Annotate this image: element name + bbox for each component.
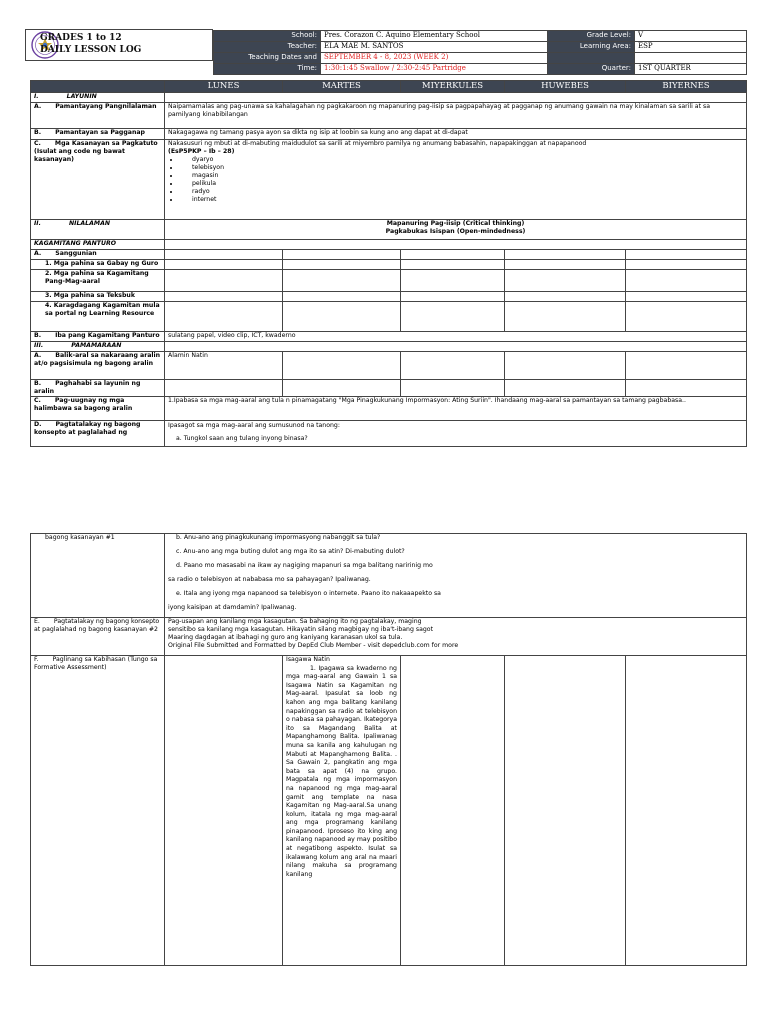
row-label: A. Balik-aral sa nakaraang aralin at/o pagsisimula ng bagong aralin xyxy=(31,352,165,380)
list-item: • pelikula xyxy=(180,180,743,188)
section-nilalaman: II. NILALAMAN xyxy=(31,220,165,240)
list-item: • telebisyon xyxy=(180,164,743,172)
grade-value: V xyxy=(635,31,747,42)
title-line-1: GRADES 1 to 12 xyxy=(40,33,122,43)
kasanayan-cell xyxy=(165,140,747,220)
dates-label: Teaching Dates and xyxy=(214,53,321,64)
row-label: E. Pagtatalakay ng bagong konsepto at paglalahad ng bagong kasanayan #2 xyxy=(31,618,165,656)
media-list xyxy=(168,156,743,204)
question-d-cont: sa radio o telebisyon at nababasa mo sa pahayagan? Ipaliwanag. xyxy=(168,576,371,583)
pagtatalakay-2-line: Pag-usapan ang kanilang mga kasagutan. Sa bahaging ito ng pagtalakay, maging xyxy=(168,618,422,625)
row-label: 4. Karagdagang Kagamitan mula sa portal ng Learning Resource xyxy=(31,302,165,332)
row-label: bagong kasanayan #1 xyxy=(31,534,165,618)
kasanayan-text: Nakasusuri ng mbuti at di-mabuting maidudulot sa sarili at miyembro pamilya ng anumang babasahin, napapakinggan at napapanood xyxy=(168,140,587,147)
grade-label: Grade Level: xyxy=(548,31,635,42)
row-label: A. Sanggunian xyxy=(31,250,165,260)
day-header: BIYERNES xyxy=(626,81,747,93)
dates-value: SEPTEMBER 4 - 8, 2023 (WEEK 2) xyxy=(321,53,548,64)
list-item: • dyaryo xyxy=(180,156,743,164)
area-value: ESP xyxy=(635,42,747,53)
row-label: B. Iba pang Kagamitang Panturo xyxy=(31,332,165,342)
question-d: d. Paano mo masasabi na ikaw ay nagiging mapanuri sa mga balitang naririnig mo xyxy=(176,562,433,569)
pagtatalakay-1-text: Ipasagot sa mga mag-aaral ang sumusunod na tanong: xyxy=(168,422,340,429)
section-pamamaraan: III. PAMAMARAAN xyxy=(31,342,165,352)
pagtatalakay-2-line: Original File Submitted and Formatted by DepEd Club Member - visit depedclub.com for more xyxy=(168,642,459,649)
header-info-table xyxy=(213,30,747,75)
pagtatalakay-1-cell xyxy=(165,421,747,447)
day-header: MIYERKULES xyxy=(401,81,505,93)
lesson-table-page1 xyxy=(30,80,747,447)
question-e: e. Itala ang iyong mga napanood sa telebisyon o internete. Paano ito nakaaapekto sa xyxy=(176,590,441,597)
question-e-cont: iyong kaisipan at damdamin? Ipaliwanag. xyxy=(168,604,297,611)
list-item: • magasin xyxy=(180,172,743,180)
row-label: A. Pamantayang Pangnilalaman xyxy=(31,103,165,129)
time-label: Time: xyxy=(214,64,321,75)
nilalaman-text-1: Mapanuring Pag-iisip (Critical thinking) xyxy=(386,220,525,227)
area-label: Learning Area: xyxy=(548,42,635,53)
list-item: • internet xyxy=(180,196,743,204)
row-label: D. Pagtatalakay ng bagong konsepto at paglalahad ng xyxy=(31,421,165,447)
section-layunin: I. LAYUNIN xyxy=(31,93,165,103)
kasanayan-code: (EsP5PKP – Ib – 28) xyxy=(168,148,235,155)
quarter-label: Quarter: xyxy=(548,64,635,75)
school-label: School: xyxy=(214,31,321,42)
title-line-2: DAILY LESSON LOG xyxy=(40,45,142,55)
pamantayan-pagganap-text: Nakagagawa ng tamang pasya ayon sa dikta ng isip at loobin sa kung ano ang dapat at di-dapat xyxy=(165,129,747,140)
time-value: 1:30:1:45 Swallow / 2:30-2:45 Partridge xyxy=(321,64,548,75)
nilalaman-cell xyxy=(165,220,747,240)
list-item: • radyo xyxy=(180,188,743,196)
row-label: C. Pag-uugnay ng mga halimbawa sa bagong aralin xyxy=(31,397,165,421)
day-header: HUWEBES xyxy=(505,81,626,93)
questions-cell xyxy=(165,534,747,618)
pagtatalakay-2-cell xyxy=(165,618,747,656)
teacher-value: ELA MAE M. SANTOS xyxy=(321,42,548,53)
row-label: 1. Mga pahina sa Gabay ng Guro xyxy=(31,260,165,270)
row-label: C. Mga Kasanayan sa Pagkatuto (Isulat ang code ng bawat kasanayan) xyxy=(31,140,165,220)
question-c: c. Anu-ano ang mga buting dulot ang mga ito sa atin? Di-mabuting dulot? xyxy=(176,548,405,555)
paglinang-cell xyxy=(283,656,401,966)
question-a: a. Tungkol saan ang tulang inyong binasa? xyxy=(176,435,308,442)
teacher-label: Teacher: xyxy=(214,42,321,53)
row-label: B. Pamantayan sa Pagganap xyxy=(31,129,165,140)
paglinang-title: Isagawa Natin xyxy=(286,656,330,663)
iba-pang-text: sulatang papel, video clip, ICT, kwaderno xyxy=(165,332,747,342)
row-label: F. Paglinang sa Kabihasan (Tungo sa Formative Assessment) xyxy=(31,656,165,966)
row-label: B. Paghahabi sa layunin ng aralin xyxy=(31,380,165,397)
school-value: Pres. Corazon C. Aquino Elementary School xyxy=(321,31,548,42)
pag-uugnay-text: 1.Ipabasa sa mga mag-aaral ang tula n pinamagatang "Mga Pinagkukunang Impormasyon: Ating Suriin". Ihandaang mag-aaral sa pamantayan sa tamang pagbabasa.. xyxy=(165,397,747,421)
pamantayang-nilalaman-text: Naipamamalas ang pag-unawa sa kahalagahan ng pagkakaroon ng mapanuring pag-iisip sa pagpapahayag at pagganap ng anumang gawain na may kinalaman sa sarili at sa pamilyang kinabibilangan xyxy=(165,103,747,129)
row-label: 2. Mga pahina sa Kagamitang Pang-Mag-aaral xyxy=(31,270,165,292)
pagtatalakay-2-line: Maaring dagdagan at ibahagi ng guro ang kaniyang karanasan ukol sa tula. xyxy=(168,634,403,641)
day-header: LUNES xyxy=(165,81,283,93)
lesson-table-page2 xyxy=(30,533,747,966)
balik-aral-text: Alamin Natin xyxy=(165,352,283,380)
question-b: b. Anu-ano ang pinagkukunang impormasyong nabanggit sa tula? xyxy=(176,534,381,541)
row-label: 3. Mga pahina sa Teksbuk xyxy=(31,292,165,302)
section-kagamitang: KAGAMITANG PANTURO xyxy=(31,240,165,250)
day-header: MARTES xyxy=(283,81,401,93)
quarter-value: 1ST QUARTER xyxy=(635,64,747,75)
nilalaman-text-2: Pagkabukas Isispan (Open-mindedness) xyxy=(385,228,526,235)
paglinang-text: 1. Ipagawa sa kwaderno ng mga mag-aaral ang Gawain 1 sa Isagawa Natin sa Kagamitan ng Mag-aaral. Ipasulat sa loob ng kahon ang mga balitang kanilang napakinggan sa radio at telebisyon o nabasa sa pahayagan. Ikategorya ito sa Magandang Balita at Mapanghamong Balita. Ipaliwanag muna sa kanila ang kahulugan ng Mabuti at Mapanghamong Balita. . Sa Gawain 2, pangkatin ang mga bata sa apat (4) na grupo. Magpatala ng mga impormasyon na napanood ng mga mag-aaral gamit ang template na nasa Kagamitan ng Mag-aaral.Sa unang kolum, itatala ng mga mag-aaral ang mga programang kanilang pinapanood. Iproseso ito king ang kanilang napanood ay may positibo at negatibong aspekto. Isulat sa ikalawang kolum ang aral na maari nilang makuha sa programang kanilang xyxy=(286,664,397,878)
pagtatalakay-2-line: sensitibo sa kanilang mga kasagutan. Hikayatin silang magbigay ng iba't-ibang sagot xyxy=(168,626,434,633)
